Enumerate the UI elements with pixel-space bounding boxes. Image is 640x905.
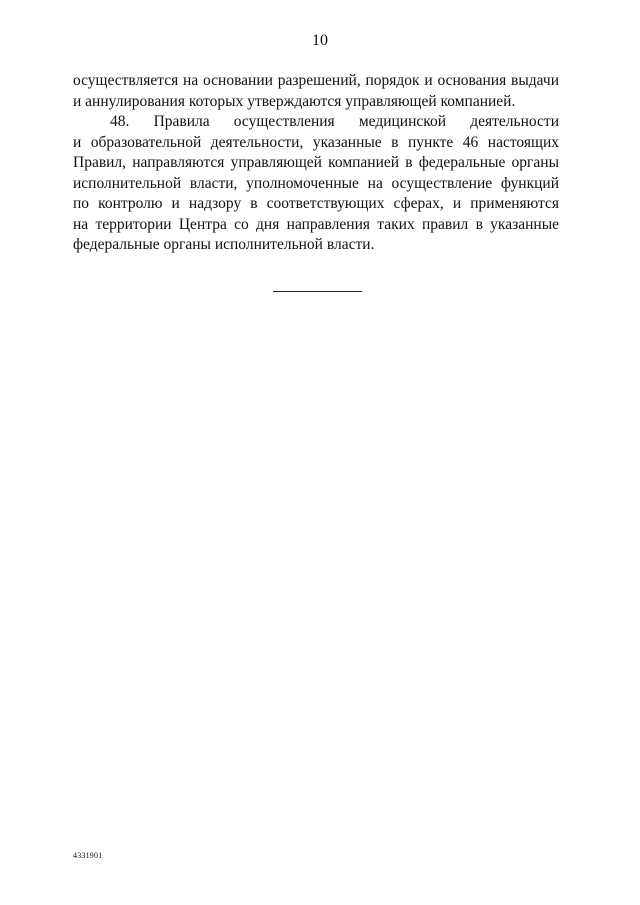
end-separator-line <box>273 291 362 292</box>
page-number: 10 <box>312 32 328 49</box>
text-line: исполнительной власти, уполномоченные на осуществление функций <box>73 174 559 192</box>
text-line: по контролю и надзору в соответствующих сферах, и применяются <box>73 195 559 212</box>
paragraph-48 <box>73 112 559 256</box>
document-code: 4331901 <box>73 851 103 860</box>
text-line: 48. Правила осуществления медицинской деятельности <box>110 113 559 130</box>
text-line: на территории Центра со дня направления таких правил в указанные <box>73 215 559 233</box>
paragraph-continuation <box>73 71 559 112</box>
document-body <box>73 71 559 256</box>
text-line: Правил, направляются управляющей компанией в федеральные органы <box>73 154 559 171</box>
text-line: федеральные органы исполнительной власти. <box>73 236 375 253</box>
text-line: и образовательной деятельности, указанные в пункте 46 настоящих <box>73 133 559 151</box>
text-line: и аннулирования которых утверждаются управляющей компанией. <box>73 92 516 110</box>
text-line: осуществляется на основании разрешений, порядок и основания выдачи <box>73 72 559 89</box>
